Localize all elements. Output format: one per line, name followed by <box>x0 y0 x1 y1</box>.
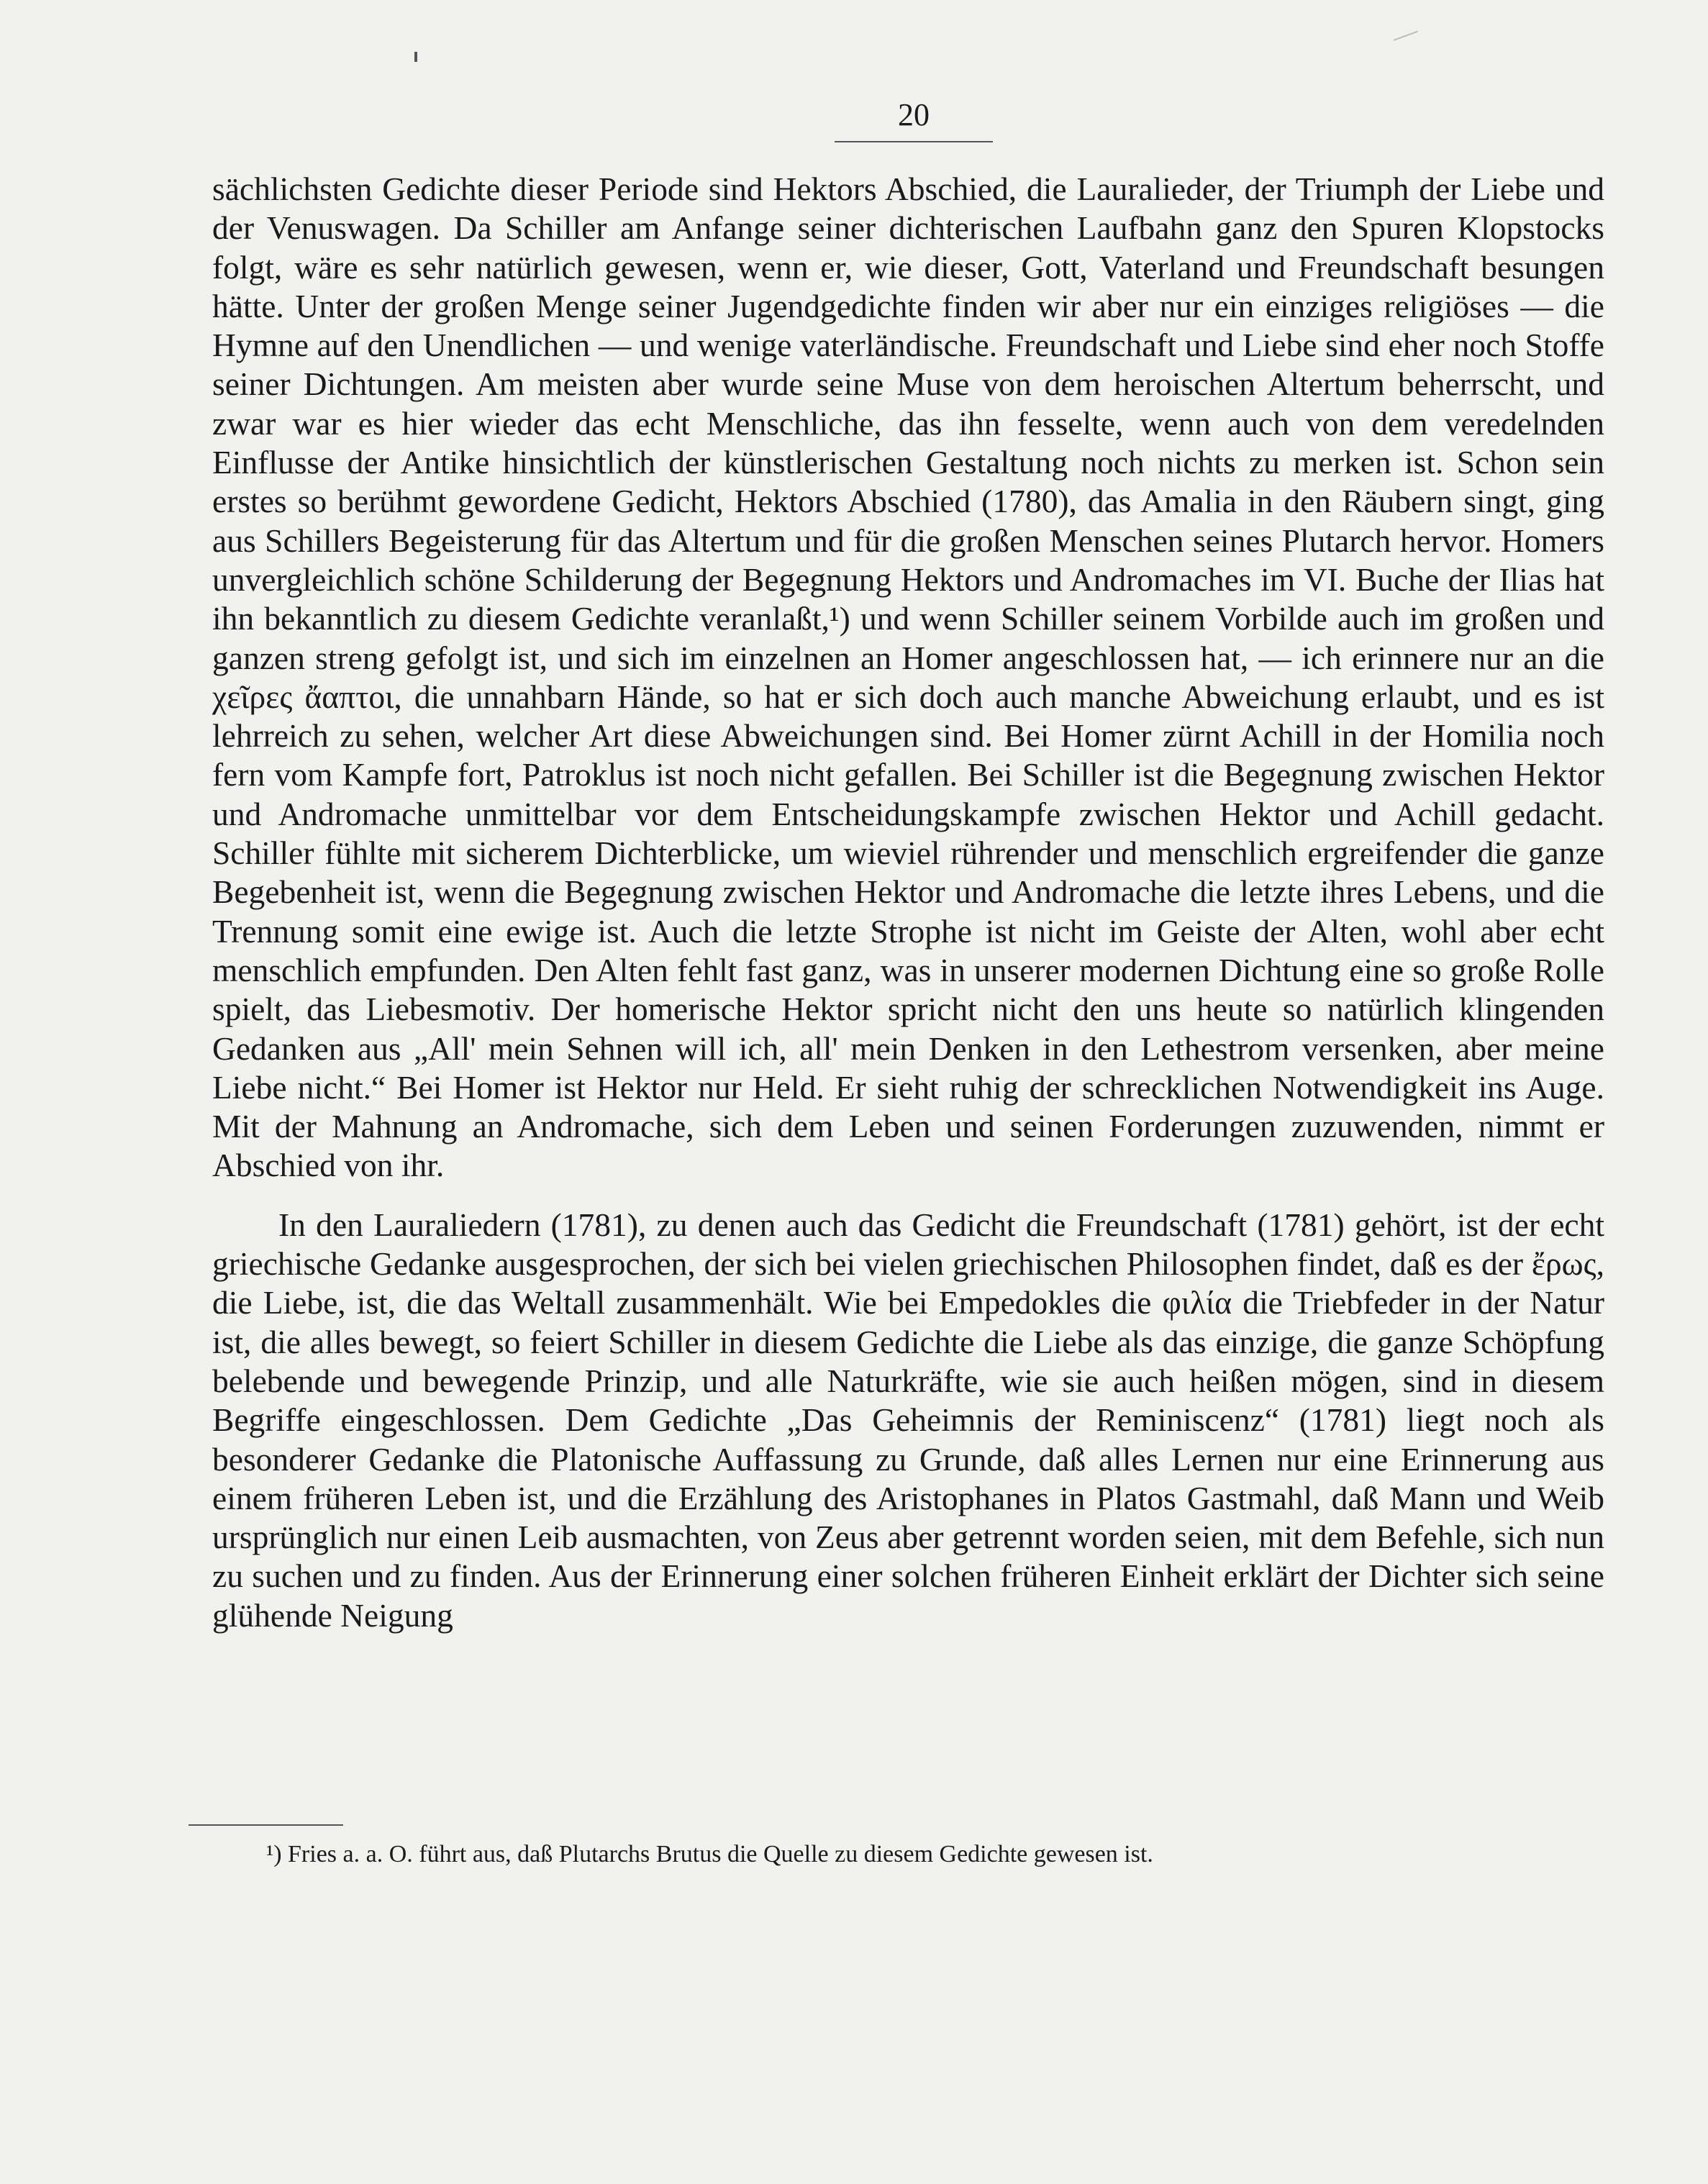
scan-mark-corner <box>1394 31 1425 58</box>
paragraph: sächlichsten Gedichte dieser Periode sind Hektors Abschied, die Lauralieder, der Triumph der Liebe und der Venuswagen. Da Schiller am Anfange seiner dichterischen Laufbahn ganz den Spuren Klopstocks folgt, wäre es sehr natürlich gewesen, wenn er, wie dieser, Gott, Vaterland und Freundschaft besungen hätte. Unter der großen Menge seiner Jugendgedichte finden wir aber nur ein einziges religiöses — die Hymne auf den Unendlichen — und wenige vaterländische. Freundschaft und Liebe sind eher noch Stoffe seiner Dichtungen. Am meisten aber wurde seine Muse von dem heroischen Altertum beherrscht, und zwar war es hier wieder das echt Menschliche, das ihn fesselte, wenn auch von dem veredelnden Einflusse der Antike hinsichtlich der künstlerischen Gestaltung noch nichts zu merken ist. Schon sein erstes so berühmt gewordene Gedicht, Hektors Abschied (1780), das Amalia in den Räubern singt, ging aus Schillers Begeisterung für das Altertum und für die großen Menschen seines Plutarch hervor. Homers unvergleichlich schöne Schilderung der Begegnung Hektors und Andromaches im VI. Buche der Ilias hat ihn bekanntlich zu diesem Gedichte veranlaßt,¹) und wenn Schiller seinem Vorbilde auch im großen und ganzen streng gefolgt ist, und sich im einzelnen an Homer angeschlossen hat, — ich erinnere nur an die χεῖρες ἄαπτοι, die unnahbarn Hände, so hat er sich doch auch manche Abweichung erlaubt, und es ist lehrreich zu sehen, welcher Art diese Abweichungen sind. Bei Homer zürnt Achill in der Homilia noch fern vom Kampfe fort, Patroklus ist noch nicht gefallen. Bei Schiller ist die Begegnung zwischen Hektor und Andromache unmittelbar vor dem Entscheidungskampfe zwischen Hektor und Achill gedacht. Schiller fühlte mit sicherem Dichterblicke, um wieviel rührender und menschlich ergreifender die ganze Begebenheit ist, wenn die Begegnung zwischen Hektor und Andromache die letzte ihres Lebens, und die Trennung somit eine ewige ist. Auch die letzte Strophe ist nicht im Geiste der Alten, wohl aber echt menschlich empfunden. Den Alten fehlt fast ganz, was in unserer modernen Dichtung eine so große Rolle spielt, das Liebesmotiv. Der homerische Hektor spricht nicht den uns heute so natürlich klingenden Gedanken aus „All' mein Sehnen will ich, all' mein Denken in den Lethestrom versenken, aber meine Liebe nicht.“ Bei Homer ist Hektor nur Held. Er sieht ruhig der schrecklichen Notwendigkeit ins Auge. Mit der Mahnung an Andromache, sich dem Leben und seinen Forderungen zuzuwenden, nimmt er Abschied von ihr. <box>212 170 1604 1184</box>
footnote-text: Fries a. a. O. führt aus, daß Plutarchs Brutus die Quelle zu diesem Gedichte gewesen ist. <box>288 1841 1153 1867</box>
footnote-divider <box>188 1824 343 1826</box>
paragraph: In den Lauraliedern (1781), zu denen auch das Gedicht die Freundschaft (1781) gehört, ist der echt griechische Gedanke ausgesprochen, der sich bei vielen griechischen Philosophen findet, daß es der ἔρως, die Liebe, ist, die das Weltall zusammenhält. Wie bei Empedokles die φιλία die Triebfeder in der Natur ist, die alles bewegt, so feiert Schiller in diesem Gedichte die Liebe als das einzige, die ganze Schöpfung belebende und bewegende Prinzip, und alle Naturkräfte, wie sie auch heißen mögen, sind in diesem Begriffe eingeschlossen. Dem Gedichte „Das Geheimnis der Reminiscenz“ (1781) liegt noch als besonderer Gedanke die Platonische Auffassung zu Grunde, daß alles Lernen nur eine Erinnerung aus einem früheren Leben ist, und die Erzählung des Aristophanes in Platos Gastmahl, daß Mann und Weib ursprünglich nur einen Leib ausmachten, von Zeus aber getrennt worden seien, mit dem Befehle, sich nun zu suchen und zu finden. Aus der Erinnerung einer solchen früheren Einheit erklärt der Dichter sich seine glühende Neigung <box>212 1206 1604 1634</box>
page-number: 20 <box>835 99 993 142</box>
scan-mark <box>414 52 417 62</box>
footnote <box>266 1839 1489 1870</box>
main-text <box>212 170 1604 1635</box>
footnote-marker: ¹) <box>266 1841 282 1867</box>
